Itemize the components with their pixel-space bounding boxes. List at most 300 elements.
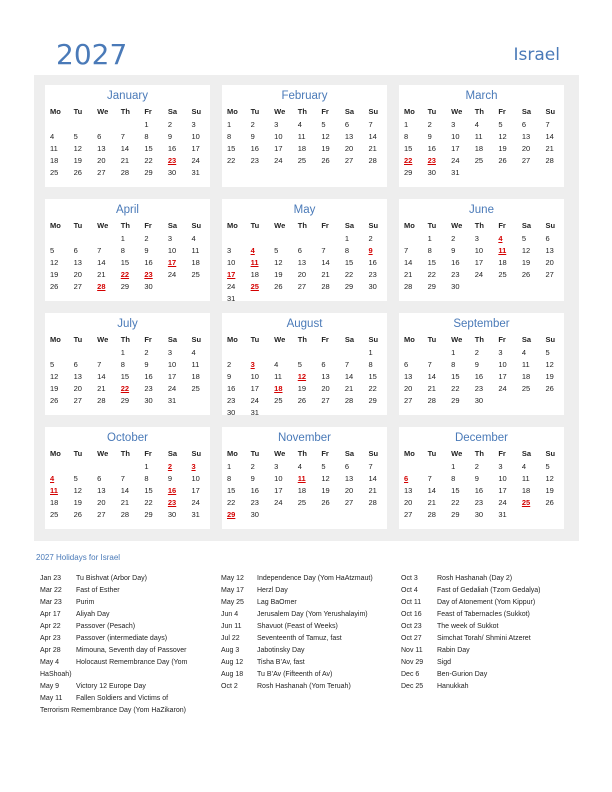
weekday-label: Tu bbox=[250, 335, 260, 344]
day-cell: 4 bbox=[474, 120, 479, 129]
day-cell: 12 bbox=[73, 486, 82, 495]
weekday-label: We bbox=[274, 335, 286, 344]
week-row bbox=[45, 462, 210, 474]
month-april bbox=[45, 199, 210, 301]
day-cell: 19 bbox=[50, 384, 59, 393]
day-cell: 28 bbox=[344, 396, 354, 405]
holiday-item bbox=[40, 609, 218, 621]
holiday-item bbox=[401, 573, 581, 585]
day-cell: 22 bbox=[451, 498, 460, 507]
day-cell: 26 bbox=[73, 510, 82, 519]
month-october bbox=[45, 427, 210, 529]
week-row bbox=[399, 348, 564, 360]
day-cell: 11 bbox=[250, 258, 259, 267]
weekday-label: Tu bbox=[427, 449, 437, 458]
holiday-item bbox=[401, 669, 581, 681]
day-cell bbox=[340, 294, 364, 306]
day-cell: 14 bbox=[120, 486, 130, 495]
day-cell bbox=[340, 348, 364, 360]
day-cell: 10 bbox=[191, 474, 200, 483]
weekday-label: Su bbox=[545, 107, 556, 116]
day-cell: 20 bbox=[344, 486, 354, 495]
day-cell: 11 bbox=[274, 372, 282, 381]
day-cell: 13 bbox=[404, 486, 413, 495]
weekday-label: Mo bbox=[227, 335, 238, 344]
day-cell: 22 bbox=[227, 156, 236, 165]
week-row bbox=[399, 234, 564, 246]
month-title: December bbox=[454, 432, 509, 444]
day-cell: 5 bbox=[545, 462, 550, 471]
day-cell: 5 bbox=[545, 348, 550, 357]
day-cell: 8 bbox=[451, 360, 456, 369]
day-cell: 14 bbox=[97, 258, 106, 267]
holiday-name: Victory 12 Europe Day bbox=[76, 683, 146, 690]
day-cell: 5 bbox=[297, 360, 302, 369]
day-cell: 4 bbox=[297, 120, 302, 129]
day-cell: 9 bbox=[167, 132, 173, 141]
week-row bbox=[45, 372, 210, 384]
day-cell: 8 bbox=[427, 246, 432, 255]
weekday-label: We bbox=[274, 221, 286, 230]
day-cell: 10 bbox=[274, 132, 283, 141]
week-row bbox=[222, 408, 387, 420]
weekday-label: Th bbox=[474, 449, 484, 458]
week-row bbox=[399, 156, 564, 168]
week-row bbox=[45, 498, 210, 510]
day-cell: 23 bbox=[144, 384, 153, 393]
holiday-date: Mar 22 bbox=[40, 587, 62, 594]
week-row bbox=[222, 396, 387, 408]
holiday-item bbox=[221, 657, 399, 669]
day-cell: 3 bbox=[451, 120, 456, 129]
day-cell: 23 bbox=[368, 270, 377, 279]
day-cell: 24 bbox=[498, 498, 507, 507]
day-cell: 4 bbox=[50, 132, 55, 141]
day-cell: 4 bbox=[521, 462, 527, 471]
holiday-date: Oct 23 bbox=[401, 623, 422, 630]
holiday-date: Oct 2 bbox=[221, 683, 238, 690]
day-cell: 13 bbox=[404, 372, 413, 381]
weekday-label: Th bbox=[120, 449, 130, 458]
day-cell: 9 bbox=[250, 474, 255, 483]
week-row bbox=[222, 234, 387, 246]
month-title: November bbox=[277, 432, 332, 444]
day-cell: 17 bbox=[451, 144, 460, 153]
holiday-name-continued: HaShoah) bbox=[40, 671, 72, 678]
day-cell: 8 bbox=[344, 246, 350, 255]
day-cell bbox=[399, 462, 423, 474]
day-cell: 3 bbox=[274, 120, 279, 129]
month-title: March bbox=[465, 90, 498, 102]
day-cell: 13 bbox=[297, 258, 307, 267]
weekday-label: Tu bbox=[250, 221, 260, 230]
day-cell: 3 bbox=[167, 348, 173, 357]
day-cell bbox=[293, 348, 317, 360]
day-cell: 28 bbox=[545, 156, 554, 165]
day-cell: 22 bbox=[427, 270, 436, 279]
day-cell: 17 bbox=[498, 372, 507, 381]
weekday-label: Fr bbox=[498, 449, 506, 458]
day-cell: 13 bbox=[521, 132, 531, 141]
day-cell: 8 bbox=[404, 132, 409, 141]
weekday-label: Tu bbox=[250, 107, 260, 116]
day-cell: 18 bbox=[521, 486, 531, 495]
day-cell: 11 bbox=[297, 474, 306, 483]
weekday-label: Th bbox=[297, 335, 307, 344]
day-cell: 5 bbox=[73, 132, 78, 141]
week-row bbox=[222, 294, 387, 306]
day-cell: 8 bbox=[144, 132, 149, 141]
weekday-label: Mo bbox=[50, 449, 61, 458]
day-cell bbox=[517, 396, 541, 408]
weekday-label: Su bbox=[545, 335, 556, 344]
day-cell: 15 bbox=[404, 144, 413, 153]
day-cell: 7 bbox=[344, 360, 350, 369]
day-cell: 8 bbox=[120, 246, 125, 255]
day-cell: 31 bbox=[191, 510, 200, 519]
holiday-name: Jerusalem Day (Yom Yerushalayim) bbox=[257, 611, 368, 618]
week-row bbox=[45, 510, 210, 522]
day-cell: 1 bbox=[368, 348, 373, 357]
day-cell: 5 bbox=[321, 120, 326, 129]
day-cell: 14 bbox=[368, 474, 377, 483]
holiday-date: Jan 23 bbox=[40, 575, 62, 582]
day-cell: 28 bbox=[321, 282, 330, 291]
day-cell: 1 bbox=[404, 120, 409, 129]
day-cell bbox=[293, 408, 317, 420]
week-row bbox=[399, 168, 564, 180]
week-row bbox=[222, 474, 387, 486]
day-cell bbox=[246, 294, 270, 306]
week-row bbox=[399, 384, 564, 396]
holiday-item bbox=[221, 633, 399, 645]
day-cell: 9 bbox=[427, 132, 432, 141]
day-cell: 2 bbox=[427, 120, 432, 129]
day-cell: 23 bbox=[167, 498, 177, 507]
day-cell: 3 bbox=[167, 234, 173, 243]
holiday-name: Jabotinsky Day bbox=[257, 647, 305, 654]
day-cell: 8 bbox=[144, 474, 149, 483]
weekday-label: Tu bbox=[73, 221, 83, 230]
day-cell: 27 bbox=[321, 396, 330, 405]
day-cell bbox=[363, 510, 387, 522]
day-cell: 20 bbox=[521, 144, 531, 153]
day-cell: 2 bbox=[474, 462, 479, 471]
holiday-date: Oct 3 bbox=[401, 575, 418, 582]
day-cell: 18 bbox=[50, 156, 59, 165]
weekday-header bbox=[45, 335, 210, 347]
day-cell bbox=[92, 462, 116, 474]
day-cell: 30 bbox=[427, 168, 436, 177]
holiday-date: May 11 bbox=[40, 695, 63, 702]
day-cell: 9 bbox=[144, 246, 149, 255]
day-cell: 28 bbox=[368, 498, 377, 507]
day-cell: 21 bbox=[427, 498, 436, 507]
weekday-header bbox=[399, 335, 564, 347]
holiday-item bbox=[40, 597, 218, 609]
day-cell: 20 bbox=[297, 270, 307, 279]
day-cell: 6 bbox=[404, 360, 409, 369]
day-cell: 21 bbox=[321, 270, 330, 279]
day-cell: 21 bbox=[344, 384, 354, 393]
day-cell: 24 bbox=[167, 270, 177, 279]
day-cell: 7 bbox=[404, 246, 409, 255]
week-row bbox=[222, 498, 387, 510]
day-cell: 29 bbox=[451, 396, 460, 405]
day-cell: 2 bbox=[474, 348, 479, 357]
day-cell: 31 bbox=[227, 294, 236, 303]
country-title: Israel bbox=[513, 45, 560, 65]
day-cell bbox=[45, 234, 69, 246]
day-cell: 5 bbox=[498, 120, 503, 129]
day-cell: 10 bbox=[474, 246, 484, 255]
holiday-name: Seventeenth of Tamuz, fast bbox=[257, 635, 342, 642]
day-cell: 30 bbox=[368, 282, 377, 291]
month-title: April bbox=[115, 204, 139, 216]
day-cell bbox=[163, 282, 187, 294]
holiday-date: Apr 28 bbox=[40, 647, 61, 654]
day-cell: 6 bbox=[344, 462, 350, 471]
month-title: January bbox=[107, 90, 148, 102]
day-cell: 26 bbox=[274, 282, 283, 291]
day-cell: 25 bbox=[50, 168, 59, 177]
day-cell bbox=[316, 408, 340, 420]
day-cell bbox=[493, 168, 517, 180]
day-cell: 7 bbox=[321, 246, 326, 255]
week-row bbox=[399, 258, 564, 270]
day-cell: 2 bbox=[368, 234, 373, 243]
day-cell: 19 bbox=[545, 486, 554, 495]
day-cell: 29 bbox=[144, 168, 153, 177]
day-cell: 16 bbox=[227, 384, 236, 393]
weekday-label: Su bbox=[191, 107, 202, 116]
day-cell: 16 bbox=[144, 258, 153, 267]
day-cell: 24 bbox=[274, 156, 283, 165]
weekday-label: Th bbox=[474, 221, 484, 230]
day-cell: 1 bbox=[120, 234, 125, 243]
day-cell: 6 bbox=[73, 360, 78, 369]
weekday-label: Tu bbox=[73, 449, 83, 458]
week-row bbox=[222, 372, 387, 384]
holiday-item bbox=[40, 681, 218, 693]
week-row bbox=[45, 168, 210, 180]
day-cell: 4 bbox=[191, 348, 196, 357]
day-cell bbox=[269, 510, 293, 522]
day-cell: 25 bbox=[274, 396, 283, 405]
day-cell bbox=[540, 168, 564, 180]
day-cell: 27 bbox=[97, 168, 106, 177]
holiday-date: May 25 bbox=[221, 599, 244, 606]
weekday-label: Su bbox=[368, 449, 379, 458]
day-cell: 30 bbox=[167, 168, 177, 177]
week-row bbox=[399, 510, 564, 522]
day-cell: 28 bbox=[120, 168, 130, 177]
day-cell: 7 bbox=[427, 474, 432, 483]
day-cell bbox=[92, 348, 116, 360]
day-cell: 10 bbox=[227, 258, 236, 267]
day-cell bbox=[399, 348, 423, 360]
week-row bbox=[45, 132, 210, 144]
day-cell: 19 bbox=[50, 270, 59, 279]
month-november bbox=[222, 427, 387, 529]
day-cell: 29 bbox=[427, 282, 436, 291]
month-title: September bbox=[453, 318, 510, 330]
month-june bbox=[399, 199, 564, 301]
day-cell: 2 bbox=[167, 120, 173, 129]
day-cell: 3 bbox=[250, 360, 255, 369]
week-row bbox=[45, 156, 210, 168]
weekday-label: Fr bbox=[321, 107, 329, 116]
day-cell: 5 bbox=[50, 360, 55, 369]
day-cell bbox=[540, 396, 564, 408]
day-cell bbox=[222, 348, 246, 360]
weekday-label: Th bbox=[297, 221, 307, 230]
day-cell: 15 bbox=[427, 258, 436, 267]
weekday-label: We bbox=[451, 449, 463, 458]
day-cell: 11 bbox=[498, 246, 507, 255]
day-cell: 18 bbox=[50, 498, 59, 507]
day-cell: 27 bbox=[545, 270, 554, 279]
day-cell: 16 bbox=[167, 144, 177, 153]
week-row bbox=[222, 120, 387, 132]
day-cell: 5 bbox=[321, 462, 326, 471]
day-cell: 23 bbox=[250, 498, 259, 507]
day-cell: 12 bbox=[545, 474, 554, 483]
day-cell: 16 bbox=[167, 486, 177, 495]
day-cell: 27 bbox=[73, 282, 82, 291]
day-cell: 23 bbox=[250, 156, 259, 165]
week-row bbox=[45, 270, 210, 282]
day-cell: 28 bbox=[368, 156, 377, 165]
week-row bbox=[45, 348, 210, 360]
day-cell: 9 bbox=[368, 246, 373, 255]
day-cell: 26 bbox=[297, 396, 307, 405]
day-cell: 8 bbox=[227, 132, 232, 141]
holiday-item bbox=[221, 573, 399, 585]
day-cell bbox=[517, 168, 541, 180]
day-cell bbox=[399, 234, 423, 246]
day-cell: 16 bbox=[474, 486, 484, 495]
day-cell: 22 bbox=[144, 156, 153, 165]
week-row bbox=[222, 348, 387, 360]
day-cell: 7 bbox=[427, 360, 432, 369]
weekday-label: We bbox=[274, 449, 286, 458]
day-cell: 7 bbox=[97, 360, 102, 369]
weekday-label: Sa bbox=[521, 335, 532, 344]
day-cell bbox=[493, 396, 517, 408]
weekday-label: Su bbox=[368, 221, 379, 230]
day-cell: 11 bbox=[191, 246, 200, 255]
day-cell: 25 bbox=[521, 498, 531, 507]
day-cell: 3 bbox=[498, 348, 503, 357]
day-cell: 23 bbox=[451, 270, 460, 279]
week-row bbox=[399, 120, 564, 132]
week-row bbox=[45, 144, 210, 156]
week-row bbox=[399, 462, 564, 474]
day-cell: 30 bbox=[227, 408, 236, 417]
day-cell: 4 bbox=[50, 474, 55, 483]
month-title: August bbox=[286, 318, 323, 330]
week-row bbox=[45, 396, 210, 408]
day-cell: 18 bbox=[474, 144, 484, 153]
holiday-item bbox=[401, 597, 581, 609]
day-cell: 31 bbox=[498, 510, 507, 519]
holiday-name: Purim bbox=[76, 599, 95, 606]
day-cell: 9 bbox=[250, 132, 255, 141]
weekday-label: Sa bbox=[521, 107, 532, 116]
day-cell: 28 bbox=[427, 510, 436, 519]
holiday-date: May 17 bbox=[221, 587, 244, 594]
day-cell: 24 bbox=[167, 384, 177, 393]
holiday-item bbox=[401, 621, 581, 633]
week-row bbox=[222, 282, 387, 294]
day-cell: 7 bbox=[368, 462, 373, 471]
day-cell bbox=[116, 120, 140, 132]
holiday-name: Aliyah Day bbox=[76, 611, 110, 618]
day-cell: 19 bbox=[521, 258, 531, 267]
day-cell: 14 bbox=[404, 258, 413, 267]
day-cell: 15 bbox=[144, 486, 153, 495]
day-cell: 18 bbox=[250, 270, 259, 279]
day-cell: 3 bbox=[498, 462, 503, 471]
holiday-name: Rosh Hashanah (Yom Teruah) bbox=[257, 683, 351, 690]
weekday-label: Tu bbox=[73, 107, 83, 116]
day-cell: 29 bbox=[227, 510, 236, 519]
day-cell: 10 bbox=[498, 474, 507, 483]
day-cell bbox=[116, 462, 140, 474]
day-cell: 21 bbox=[427, 384, 436, 393]
day-cell: 10 bbox=[167, 246, 177, 255]
day-cell: 20 bbox=[404, 384, 413, 393]
day-cell: 8 bbox=[227, 474, 232, 483]
day-cell: 15 bbox=[227, 144, 236, 153]
day-cell bbox=[293, 510, 317, 522]
day-cell bbox=[186, 282, 210, 294]
holiday-date: Oct 27 bbox=[401, 635, 422, 642]
day-cell: 16 bbox=[427, 144, 436, 153]
day-cell: 12 bbox=[73, 144, 82, 153]
day-cell: 29 bbox=[368, 396, 377, 405]
month-december bbox=[399, 427, 564, 529]
holiday-name: Rabin Day bbox=[437, 647, 470, 654]
day-cell: 12 bbox=[321, 132, 330, 141]
week-row bbox=[399, 474, 564, 486]
day-cell: 22 bbox=[120, 384, 130, 393]
day-cell: 15 bbox=[451, 372, 460, 381]
day-cell: 11 bbox=[50, 144, 58, 153]
day-cell: 3 bbox=[274, 462, 279, 471]
holiday-item bbox=[40, 621, 218, 633]
weekday-label: Mo bbox=[404, 221, 415, 230]
day-cell: 9 bbox=[144, 360, 149, 369]
day-cell: 25 bbox=[50, 510, 59, 519]
month-july bbox=[45, 313, 210, 415]
day-cell bbox=[45, 120, 69, 132]
week-row bbox=[399, 270, 564, 282]
week-row bbox=[399, 498, 564, 510]
weekday-label: Tu bbox=[73, 335, 83, 344]
day-cell: 25 bbox=[474, 156, 484, 165]
day-cell: 8 bbox=[368, 360, 373, 369]
day-cell bbox=[69, 348, 93, 360]
day-cell: 30 bbox=[167, 510, 177, 519]
day-cell: 3 bbox=[191, 120, 196, 129]
month-february bbox=[222, 85, 387, 187]
day-cell bbox=[340, 408, 364, 420]
weekday-label: Sa bbox=[344, 221, 355, 230]
day-cell: 25 bbox=[521, 384, 531, 393]
weekday-label: Fr bbox=[498, 221, 506, 230]
